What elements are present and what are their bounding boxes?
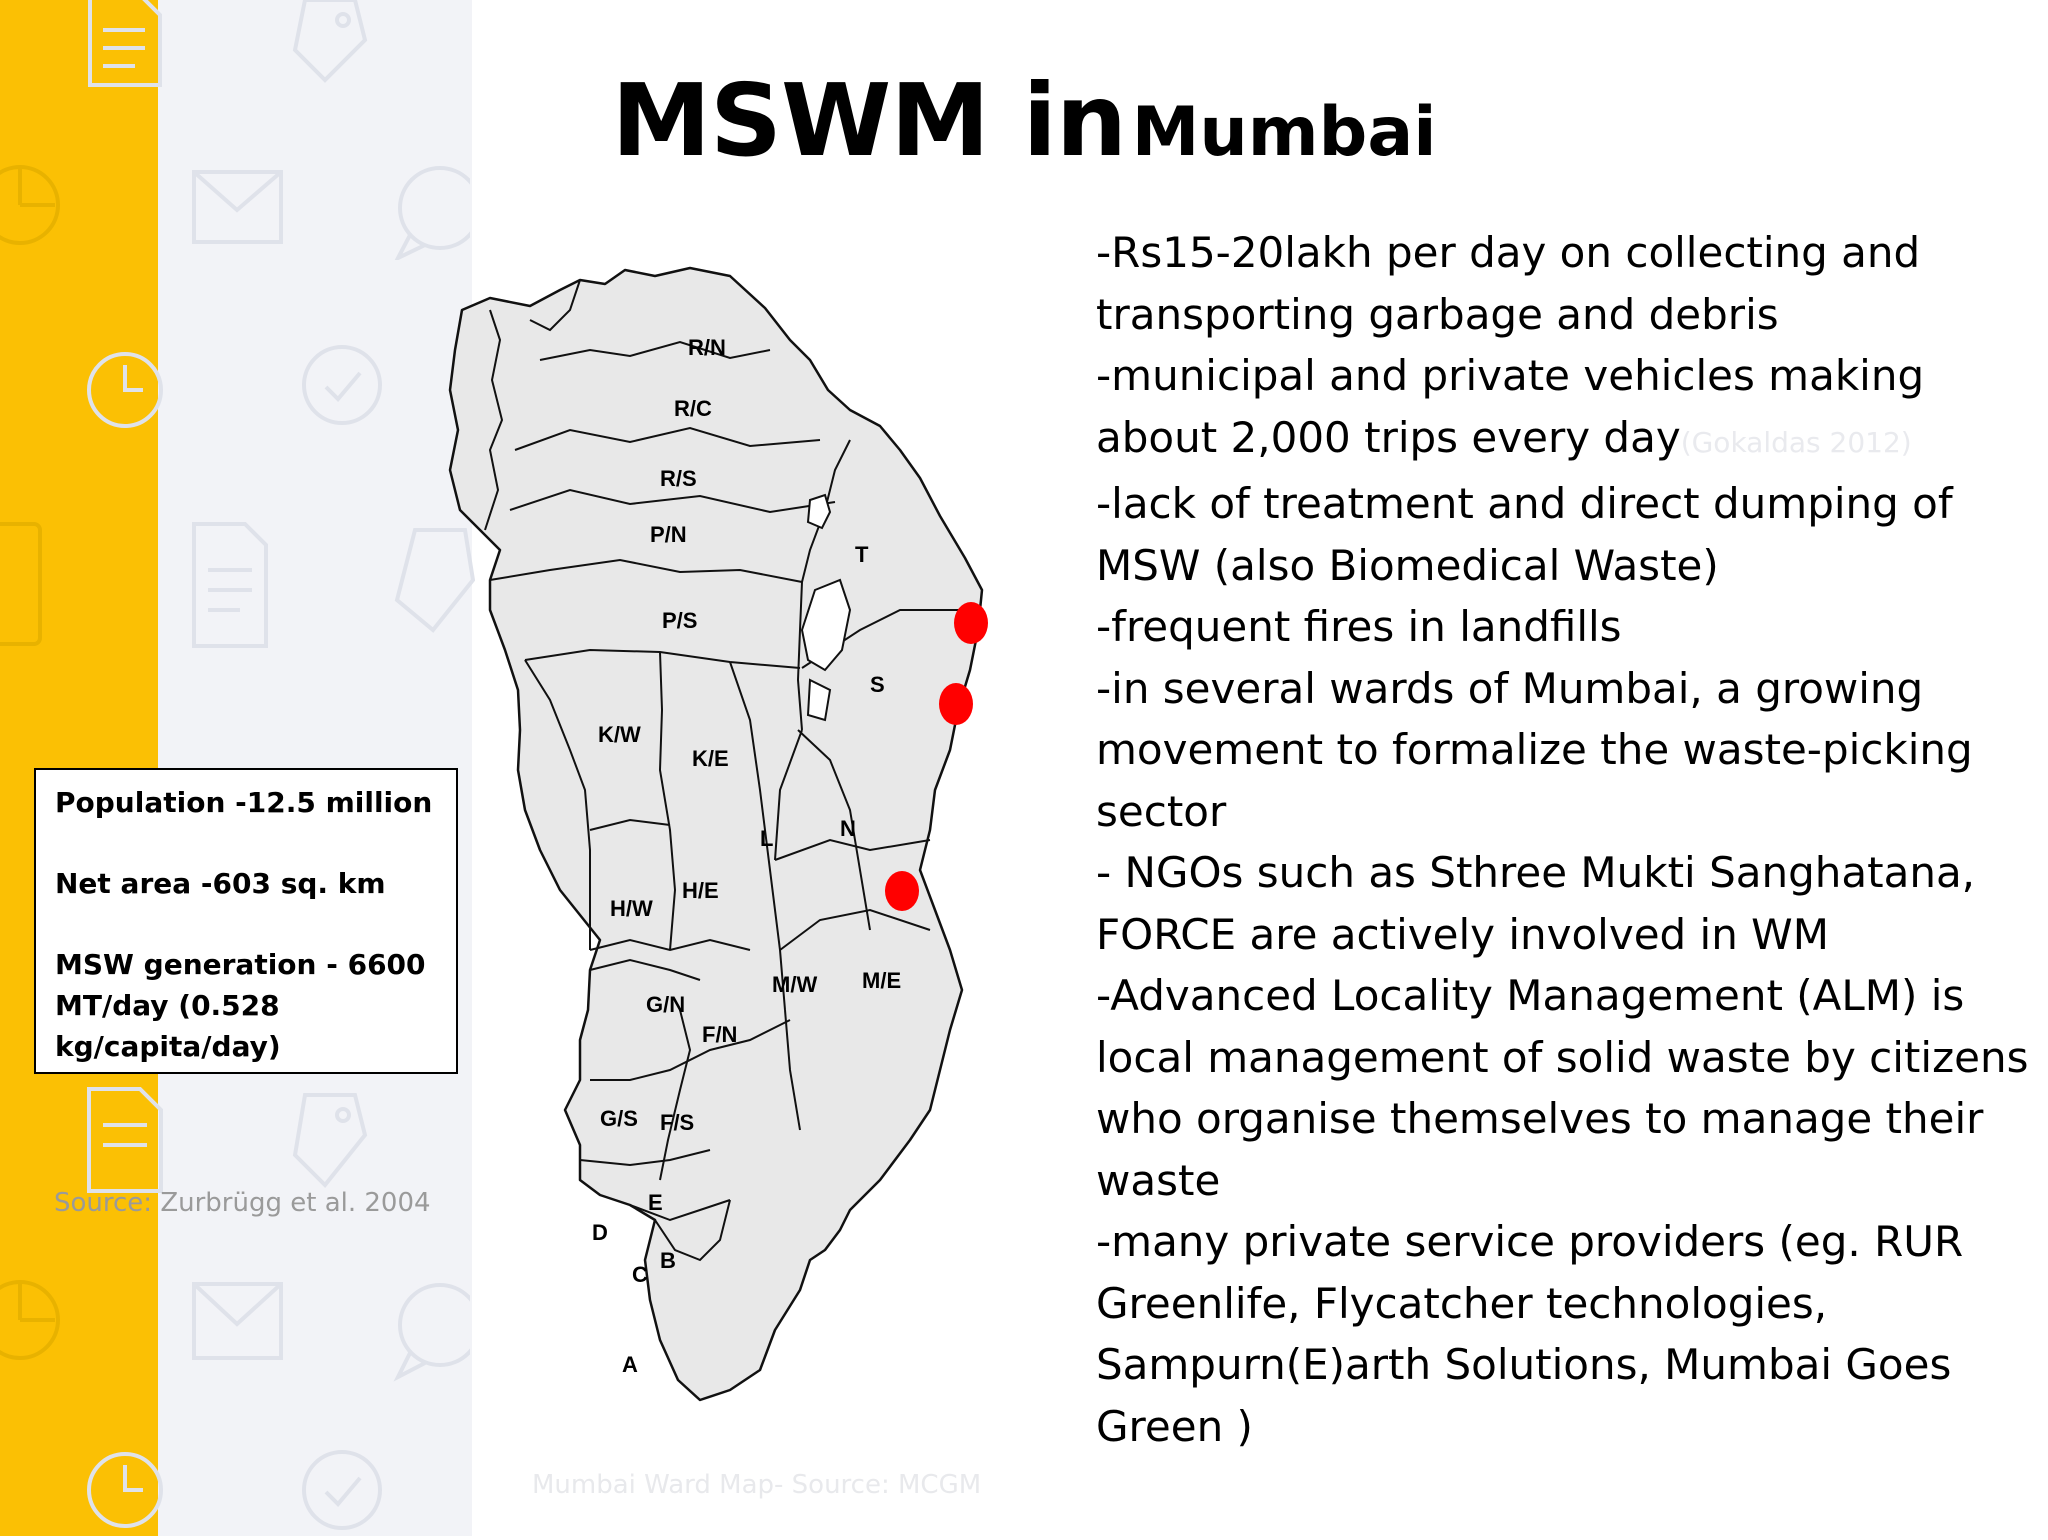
msw-generation-stat: MSW generation - 6600 MT/day (0.528 kg/capita/day) bbox=[55, 948, 426, 1063]
ward-label-m-w: M/W bbox=[772, 972, 818, 997]
ward-label-a: A bbox=[622, 1352, 638, 1377]
title-sub: Mumbai bbox=[1131, 93, 1437, 172]
ward-label-m-e: M/E bbox=[862, 968, 902, 993]
bullet-item: -Advanced Locality Management (ALM) is local management of solid waste by citizens who organise themselves to manage their waste bbox=[1096, 971, 2029, 1205]
citation: (Gokaldas 2012) bbox=[1680, 425, 1912, 459]
ward-label-p-s: P/S bbox=[662, 608, 698, 633]
bullet-item: -in several wards of Mumbai, a growing movement to formalize the waste-picking sector bbox=[1096, 663, 1973, 836]
ward-label-p-n: P/N bbox=[650, 522, 687, 547]
ward-label-d: D bbox=[592, 1220, 608, 1245]
stats-source-caption: Source: Zurbrügg et al. 2004 bbox=[54, 1188, 431, 1218]
ward-label-g-s: G/S bbox=[600, 1106, 638, 1131]
ward-label-r-c: R/C bbox=[674, 396, 712, 421]
bullet-item: -many private service providers (eg. RUR Greenlife, Flycatcher technologies, Sampurn(E)arth Solutions, Mumbai Goes Green ) bbox=[1096, 1217, 1964, 1451]
check-circle-icon bbox=[300, 335, 384, 435]
ward-label-r-s: R/S bbox=[660, 466, 697, 491]
slide-title bbox=[0, 62, 2048, 179]
document-icon bbox=[85, 1085, 165, 1195]
ward-label-f-s: F/S bbox=[660, 1110, 695, 1135]
ward-label-k-w: K/W bbox=[598, 722, 641, 747]
dumping-site-marker bbox=[954, 602, 988, 644]
document-icon bbox=[190, 520, 270, 650]
ward-label-c: C bbox=[632, 1262, 648, 1287]
area-stat: Net area -603 sq. km bbox=[55, 867, 386, 900]
ward-label-f-n: F/N bbox=[702, 1022, 738, 1047]
bullet-list bbox=[1096, 222, 2046, 1457]
tag-icon bbox=[285, 1085, 375, 1195]
bullet-item: -lack of treatment and direct dumping of MSW (also Biomedical Waste) bbox=[1096, 479, 1953, 590]
bullet-item: -frequent fires in landfills bbox=[1096, 602, 1622, 651]
dumping-site-marker bbox=[885, 871, 919, 911]
ward-label-r-n: R/N bbox=[688, 335, 726, 360]
pie-chart-icon bbox=[0, 1270, 70, 1380]
ward-label-h-w: H/W bbox=[610, 896, 653, 921]
ward-label-s: S bbox=[870, 672, 885, 697]
map-outline bbox=[450, 268, 982, 1400]
bullet-item: -Rs15-20lakh per day on collecting and transporting garbage and debris bbox=[1096, 228, 1921, 339]
clock-icon bbox=[85, 335, 165, 445]
stats-box bbox=[34, 768, 458, 1074]
check-circle-icon bbox=[300, 1440, 384, 1536]
bullet-item: -municipal and private vehicles making about 2,000 trips every day(Gokaldas 2012) bbox=[1096, 351, 1925, 462]
ward-label-l: L bbox=[760, 826, 774, 851]
ward-label-n: N bbox=[840, 816, 856, 841]
mumbai-ward-map bbox=[430, 250, 1030, 1430]
population-stat: Population -12.5 million bbox=[55, 786, 433, 819]
map-source-caption: Mumbai Ward Map- Source: MCGM bbox=[532, 1470, 982, 1500]
clock-icon bbox=[85, 1440, 165, 1540]
mail-icon bbox=[190, 168, 285, 248]
title-main: MSWM in bbox=[611, 62, 1127, 179]
phone-icon bbox=[0, 520, 50, 650]
ward-label-t: T bbox=[855, 542, 869, 567]
ward-label-g-n: G/N bbox=[646, 992, 686, 1017]
bullet-item: - NGOs such as Sthree Mukti Sanghatana, FORCE are actively involved in WM bbox=[1096, 848, 1976, 959]
mail-icon bbox=[190, 1280, 285, 1365]
ward-label-h-e: H/E bbox=[682, 878, 719, 903]
ward-label-e: E bbox=[648, 1190, 663, 1215]
ward-label-b: B bbox=[660, 1248, 676, 1273]
ward-label-k-e: K/E bbox=[692, 746, 729, 771]
dumping-site-marker bbox=[939, 683, 973, 725]
